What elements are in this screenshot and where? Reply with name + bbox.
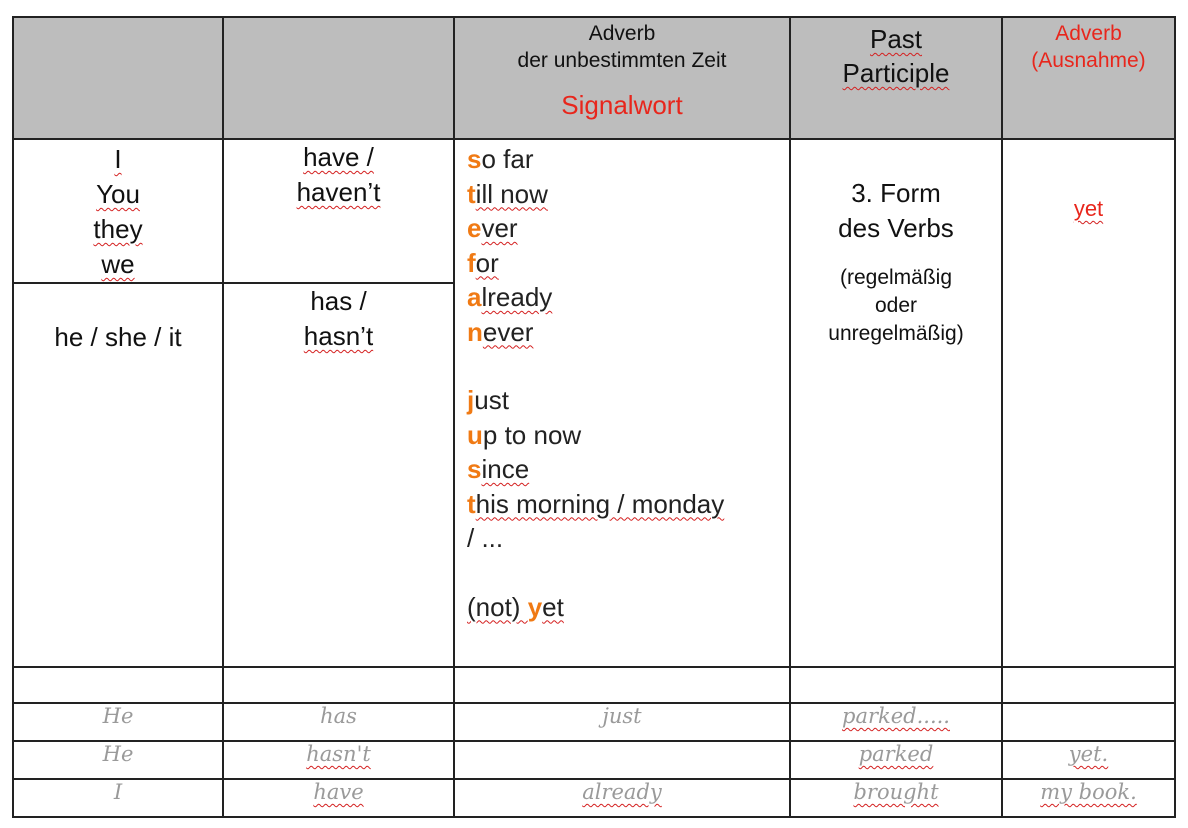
- example-row: [13, 741, 1175, 779]
- signal-word: till now: [467, 178, 548, 209]
- signal-not-yet: (not) yet: [467, 591, 564, 622]
- empty-cell: [1002, 667, 1175, 703]
- form-note3: unregelmäßig): [828, 322, 964, 345]
- pronoun-i: I: [114, 144, 122, 174]
- empty-cell: [790, 667, 1002, 703]
- aux-have: have /: [303, 142, 374, 172]
- pronouns-singular-cell: [13, 283, 223, 667]
- header-adverb-title: Adverb: [588, 22, 656, 45]
- example-exception: [1002, 703, 1175, 741]
- example-participle: parked: [790, 741, 1002, 779]
- header-past: Past: [869, 24, 923, 54]
- aux-singular-cell: [223, 283, 454, 667]
- header-pronoun: [13, 17, 223, 139]
- example-participle: brought: [790, 779, 1002, 817]
- header-participle: Participle: [842, 58, 950, 88]
- example-adverb: just: [454, 703, 790, 741]
- aux-has: has /: [310, 286, 367, 316]
- example-subject: He: [13, 741, 223, 779]
- header-exception: [1002, 17, 1175, 139]
- verb-form-cell: [790, 139, 1002, 667]
- header-adverb: [454, 17, 790, 139]
- form-line1: 3. Form: [851, 178, 941, 208]
- signal-continuation: / ...: [467, 523, 504, 553]
- example-aux: hasn't: [223, 741, 454, 779]
- example-subject: He: [13, 703, 223, 741]
- example-aux: have: [223, 779, 454, 817]
- header-signalwort: Signalwort: [561, 90, 683, 120]
- signal-word: ever: [467, 213, 518, 243]
- form-line2: des Verbs: [838, 213, 954, 243]
- present-perfect-table: [12, 16, 1176, 818]
- example-participle: parked.....: [790, 703, 1002, 741]
- signal-word: up to now: [467, 419, 582, 450]
- header-exception-title: Adverb: [1055, 22, 1122, 45]
- signal-word: so far: [467, 144, 534, 174]
- pronoun-we: we: [101, 249, 135, 279]
- form-note1: (regelmäßig: [839, 266, 953, 289]
- pronoun-he-she-it: he / she / it: [54, 322, 182, 352]
- empty-cell: [454, 667, 790, 703]
- signal-word: never: [467, 316, 534, 347]
- empty-cell: [13, 667, 223, 703]
- signal-word: already: [467, 282, 553, 312]
- pronoun-they: they: [93, 214, 143, 244]
- pronoun-you: You: [96, 179, 140, 209]
- aux-plural-cell: [223, 139, 454, 283]
- signal-words-cell: [454, 139, 790, 667]
- exception-cell: [1002, 139, 1175, 667]
- example-adverb: [454, 741, 790, 779]
- pronouns-plural-cell: [13, 139, 223, 283]
- aux-hasnt: hasn’t: [303, 321, 374, 351]
- example-adverb: already: [454, 779, 790, 817]
- signal-word: for: [467, 247, 499, 278]
- signal-word: since: [467, 454, 530, 484]
- example-row: [13, 779, 1175, 817]
- example-exception: yet.: [1002, 741, 1175, 779]
- signal-word: this morning / monday: [467, 488, 725, 519]
- body-row-plural: [13, 139, 1175, 283]
- header-past-participle: [790, 17, 1002, 139]
- header-exception-subtitle: (Ausnahme): [1031, 49, 1146, 72]
- example-aux: has: [223, 703, 454, 741]
- header-adverb-subtitle: der unbestimmten Zeit: [517, 49, 727, 72]
- header-auxiliary: [223, 17, 454, 139]
- example-subject: I: [13, 779, 223, 817]
- header-row: [13, 17, 1175, 139]
- signal-word: just: [467, 385, 509, 415]
- form-note2: oder: [874, 294, 918, 317]
- example-exception: my book.: [1002, 779, 1175, 817]
- example-row: [13, 703, 1175, 741]
- empty-cell: [223, 667, 454, 703]
- aux-havent: haven’t: [296, 177, 381, 207]
- exception-yet: yet: [1073, 196, 1104, 221]
- empty-row: [13, 667, 1175, 703]
